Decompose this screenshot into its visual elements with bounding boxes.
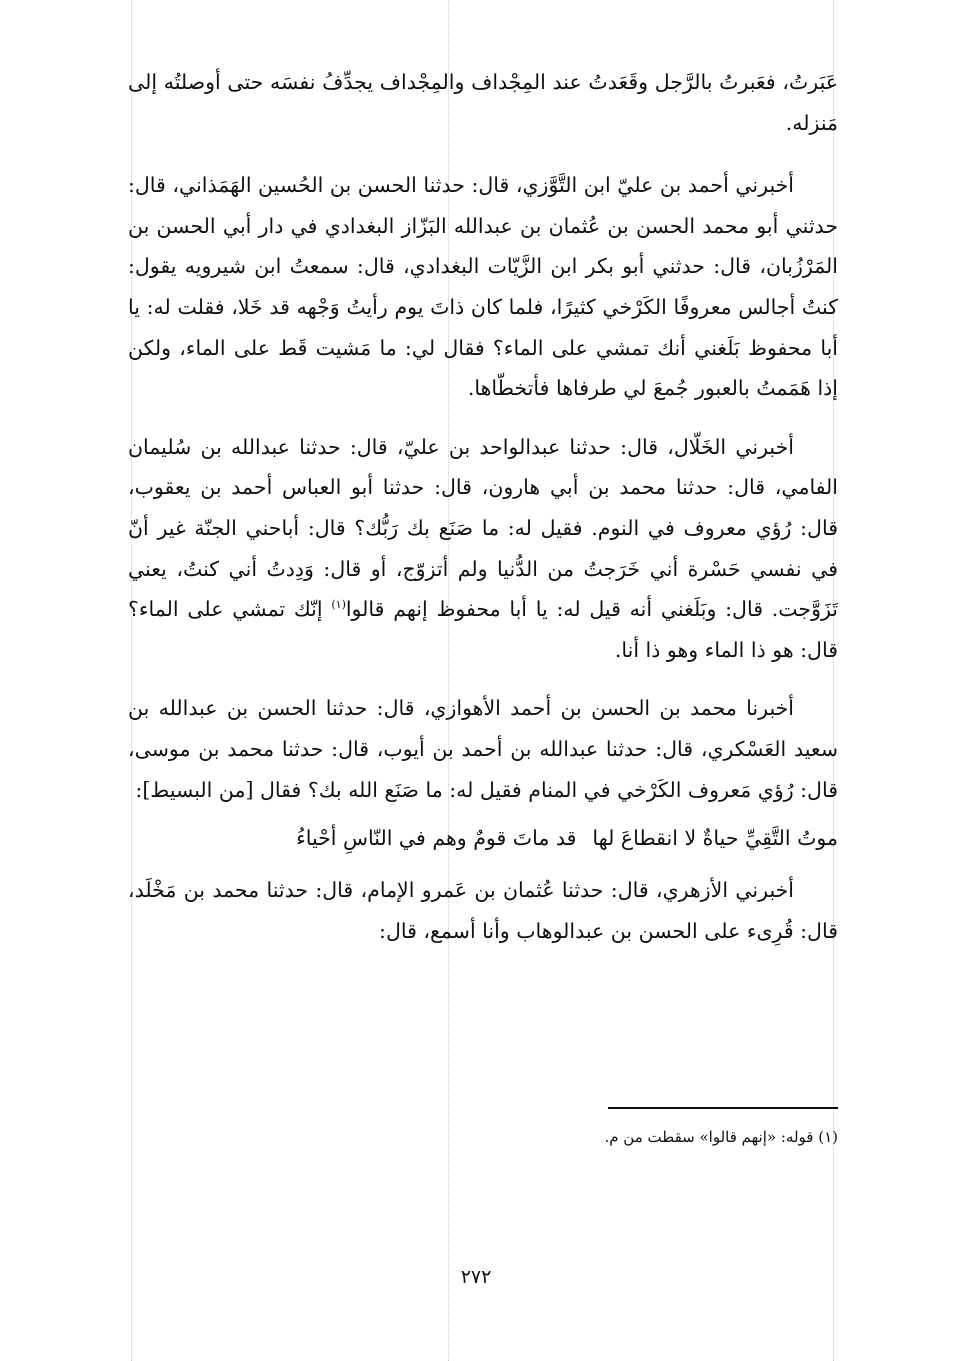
footnote-rule xyxy=(608,1107,838,1109)
paragraph-1: عَبَرتُ، فعَبرتُ بالرَّجل وقَعَدتُ عند المِجْداف والمِجْداف يجدِّفُ نفسَه حتى أوصلتُه إلى مَنزله. xyxy=(128,70,838,135)
paragraph-2: أخبرني أحمد بن عليّ ابن التَّوَّزي، قال: حدثنا الحسن بن الحُسين الهَمَذاني، قال: حدثني أبو محمد الحسن بن عُثمان بن عبدالله البَزّاز البغدادي في دار أبي الحسن بن المَرْزُبان، قال: حدثني أبو بكر ابن الزَّيّات البغدادي، قال: سمعتُ ابن شيرويه يقول: كنتُ أجالس معروفًا الكَرْخي كثيرًا، فلما كان ذاتَ يوم رأيتُ وَجْهه قد خَلا، فقلت له: يا أبا محفوظ بَلَغني أنك تمشي على الماء؟ فقال لي: ما مَشيت قَط على الماء، ولكن إذا هَمَمتُ بالعبور جُمعَ لي طرفاها فأتخطّاها. xyxy=(128,173,838,401)
paragraph-5: أخبرني الأزهري، قال: حدثنا عُثمان بن عَمرو الإمام، قال: حدثنا محمد بن مَخْلَد، قال: قُرِىء على الحسن بن عبدالوهاب وأنا أسمع، قال: xyxy=(128,878,838,943)
page-body xyxy=(128,62,838,951)
paragraph-3 xyxy=(128,427,838,671)
verse-second-hemistich: قد ماتَ قومٌ وهم في النّاسِ أحْياءُ xyxy=(296,826,577,851)
verse-first-hemistich: موتُ التَّقِيِّ حياةٌ لا انقطاعَ لها xyxy=(592,826,838,851)
footnote xyxy=(604,1126,838,1148)
paragraph-3-text-a: أخبرني الخَلّال، قال: حدثنا عبدالواحد بن عليّ، قال: حدثنا عبدالله بن سُليمان الفامي، قال: حدثنا محمد بن أبي هارون، قال: حدثنا أبو العباس أحمد بن يعقوب، قال: رُؤي معروف في النوم. فقيل له: ما صَنَع بك رَبُّك؟ قال: أباحني الجنّة غير أنّ في نفسي حَسْرة أني خَرَجتُ من الدُّنيا ولم أتزوّج، أو قال: وَدِدتُ أني كنتُ، يعني تَزَوَّجت. قال: وبَلَغني أنه قيل له: يا أبا محفوظ إنهم قالوا xyxy=(128,434,838,622)
footnote-number: (١) xyxy=(818,1128,838,1146)
footnote-reference: (١) xyxy=(331,598,346,612)
paragraph-4: أخبرنا محمد بن الحسن بن أحمد الأهوازي، قال: حدثنا الحسن بن عبدالله بن سعيد العَسْكري، قال: حدثنا عبدالله بن أحمد بن أيوب، قال: حدثنا محمد بن موسى، قال: رُؤي مَعروف الكَرْخي في المنام فقيل له: ما صَنَع الله بك؟ فقال [من البسيط]: xyxy=(128,696,838,802)
footnote-text: قوله: «إنهم قالوا» سقطت من م. xyxy=(604,1128,814,1146)
poem-verse xyxy=(128,818,838,858)
page-number: ٢٧٢ xyxy=(460,1266,492,1288)
paragraph-3-text-b: إنّك تمشي على الماء؟ قال: هو ذا الماء وهو ذا أنا. xyxy=(128,597,838,662)
